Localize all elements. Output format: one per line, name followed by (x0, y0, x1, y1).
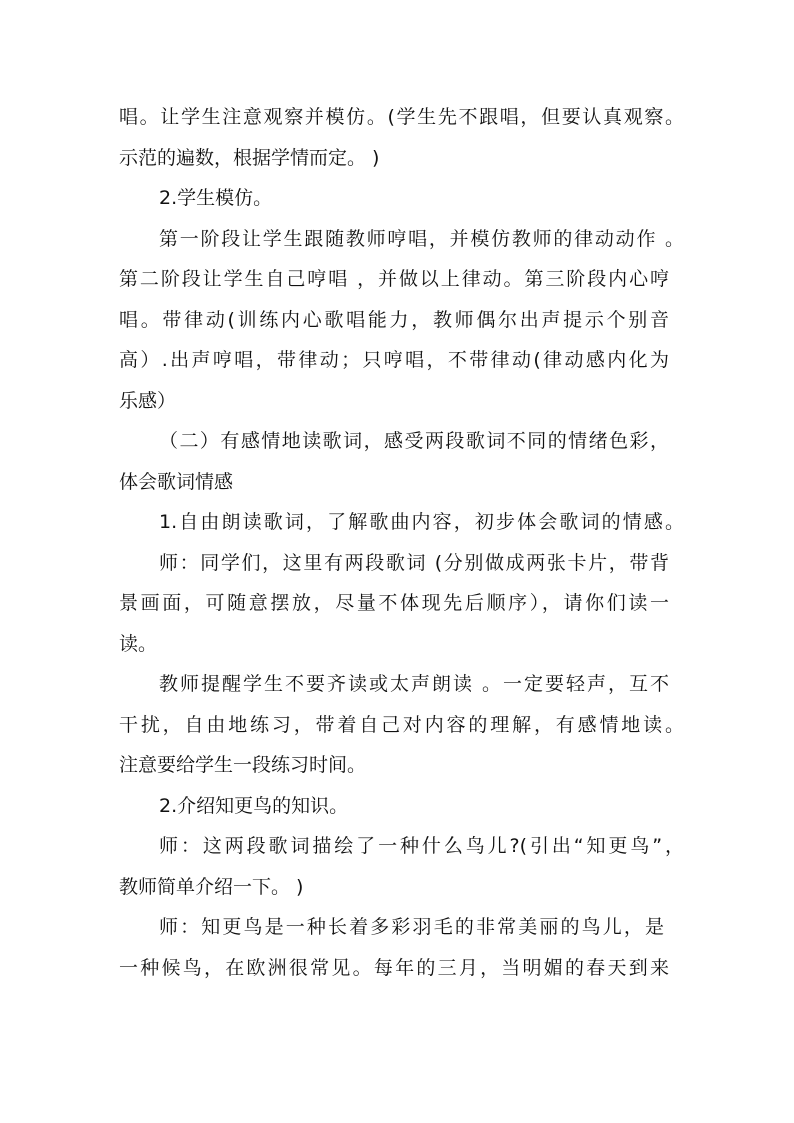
text-line-1: 唱。让学生注意观察并模仿。(学生先不跟唱，但要认真观察。 (119, 106, 684, 128)
text-line-13: 景画面，可随意摆放，尽量不体现先后顺序），请你们读一 (119, 592, 669, 614)
text-line-12: 师：同学们，这里有两段歌词 (分别做成两张卡片，带背 (159, 551, 669, 574)
text-line-8: 乐感） (119, 389, 177, 412)
text-line-18: 2.介绍知更鸟的知识。 (159, 794, 349, 817)
text-line-6: 唱。带律动(训练内心歌唱能力，教师偶尔出声提示个别音 (119, 308, 669, 331)
text-line-10: 体会歌词情感 (119, 470, 234, 493)
text-line-16: 干扰，自由地练习，带着自己对内容的理解，有感情地读。 (119, 713, 684, 736)
text-line-3: 2.学生模仿。 (159, 187, 273, 209)
document-body (119, 97, 684, 988)
text-line-14: 读。 (119, 632, 158, 655)
text-line-9: （二）有感情地读歌词，感受两段歌词不同的情绪色彩， (159, 430, 669, 452)
text-line-4: 第一阶段让学生跟随教师哼唱，并模仿教师的律动动作 。 (159, 227, 684, 250)
text-line-11: 1.自由朗读歌词，了解歌曲内容，初步体会歌词的情感。 (159, 511, 684, 533)
text-line-20: 教师简单介绍一下。 ) (119, 875, 304, 898)
text-line-2: 示范的遍数，根据学情而定。 ) (119, 146, 380, 169)
text-line-5: 第二阶段让学生自己哼唱 ，并做以上律动。第三阶段内心哼 (119, 268, 669, 290)
text-line-17: 注意要给学生一段练习时间。 (119, 754, 367, 776)
text-line-22: 一种候鸟，在欧洲很常见。每年的三月，当明媚的春天到来 (119, 956, 669, 979)
text-line-7: 高）.出声哼唱，带律动；只哼唱，不带律动(律动感内化为 (119, 349, 669, 371)
text-line-19: 师：这两段歌词描绘了一种什么鸟儿?(引出“知更鸟”， (159, 835, 684, 857)
text-line-21: 师：知更鸟是一种长着多彩羽毛的非常美丽的鸟儿，是 (159, 916, 664, 938)
text-line-15: 教师提醒学生不要齐读或太声朗读 。一定要轻声，互不 (159, 673, 669, 695)
